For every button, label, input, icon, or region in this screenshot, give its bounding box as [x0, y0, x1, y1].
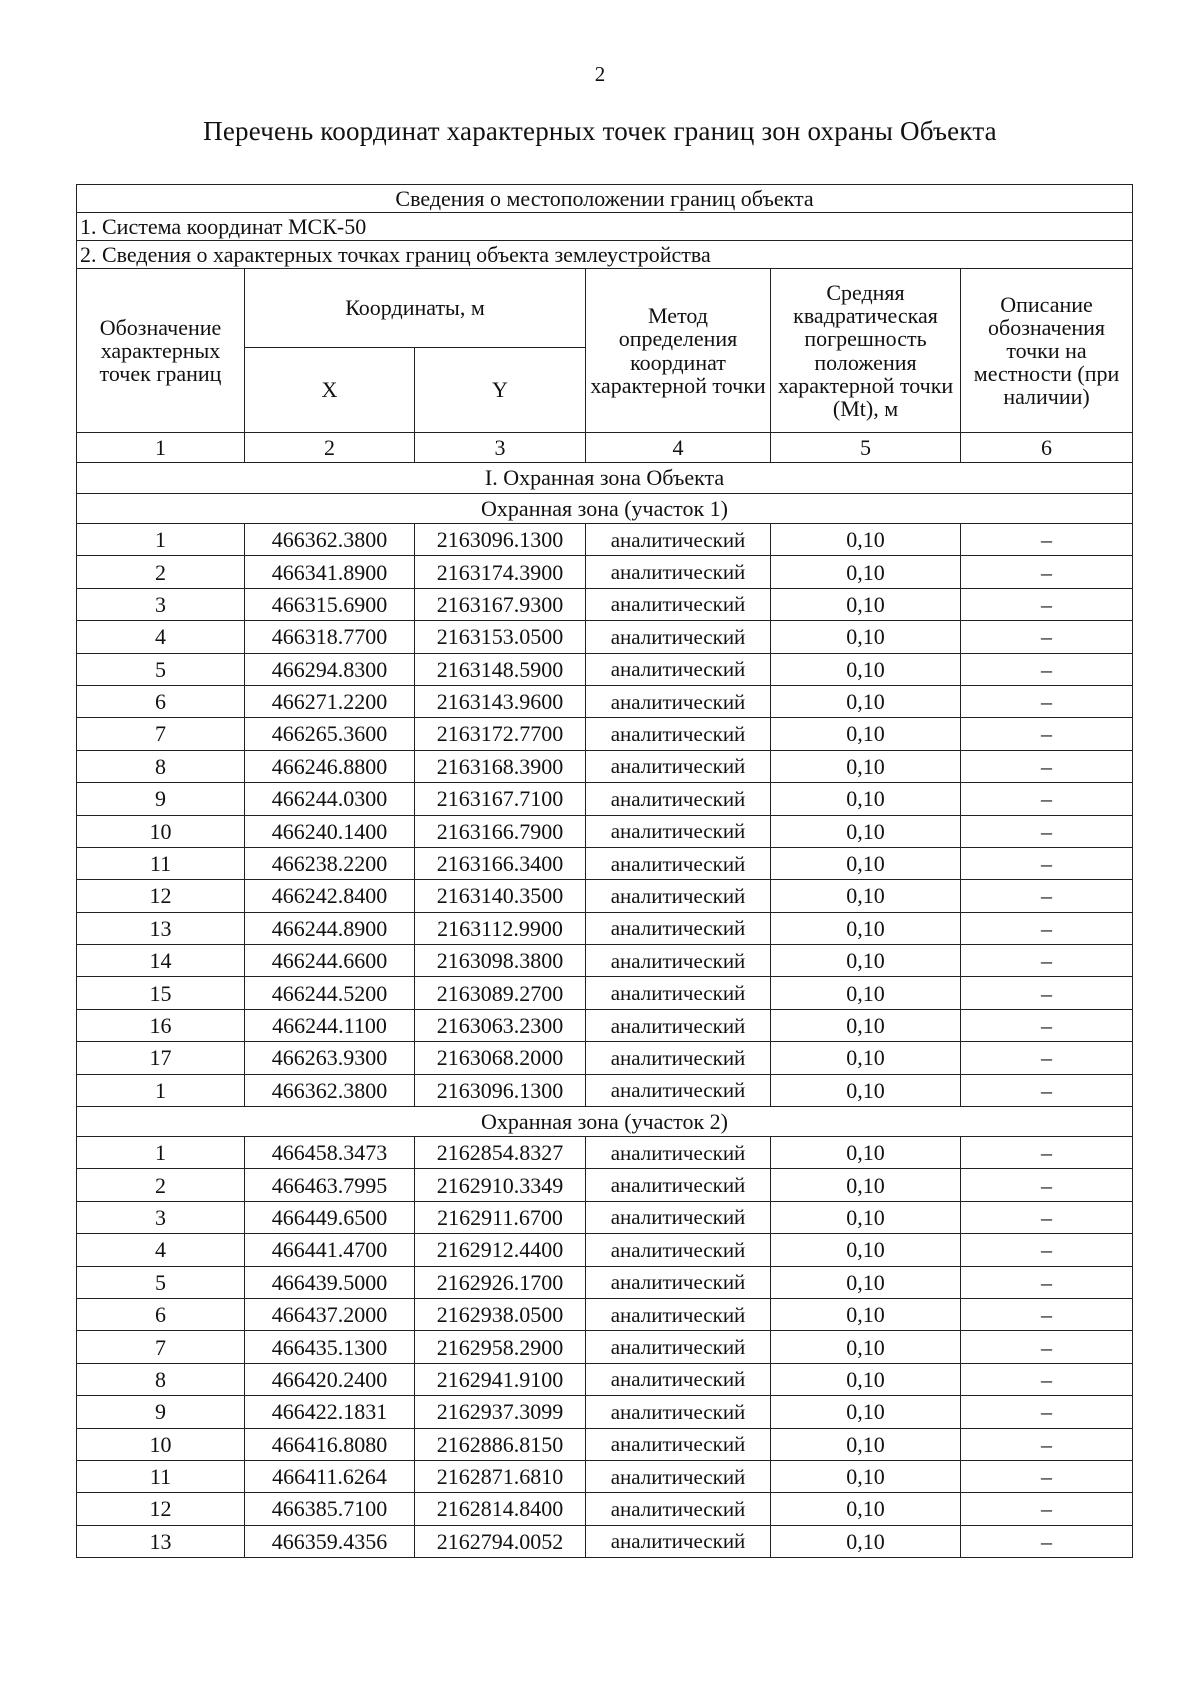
- table-row: [77, 880, 1133, 912]
- error-cell: 0,10: [771, 621, 961, 653]
- column-number: 6: [961, 433, 1133, 463]
- point-number-cell: 9: [77, 1396, 245, 1428]
- method-cell: аналитический: [586, 1363, 771, 1395]
- table-row: [77, 1266, 1133, 1298]
- description-cell: –: [961, 653, 1133, 685]
- point-number-cell: 14: [77, 945, 245, 977]
- description-cell: –: [961, 750, 1133, 782]
- method-cell: аналитический: [586, 653, 771, 685]
- x-cell: 466265.3600: [245, 718, 415, 750]
- point-number-cell: 8: [77, 1363, 245, 1395]
- error-cell: 0,10: [771, 1042, 961, 1074]
- description-cell: –: [961, 1428, 1133, 1460]
- description-cell: –: [961, 1525, 1133, 1557]
- point-number-cell: 8: [77, 750, 245, 782]
- x-cell: 466362.3800: [245, 1074, 415, 1106]
- point-number-cell: 4: [77, 621, 245, 653]
- header-error: Средняя квадратическая погрешность положения характерной точки (Mt), м: [771, 269, 961, 433]
- column-number: 3: [415, 433, 586, 463]
- table-row: [77, 1074, 1133, 1106]
- document-title: Перечень координат характерных точек границ зон охраны Объекта: [203, 116, 997, 146]
- y-cell: 2162926.1700: [415, 1266, 586, 1298]
- column-number: 5: [771, 433, 961, 463]
- y-cell: 2162814.8400: [415, 1493, 586, 1525]
- x-cell: 466441.4700: [245, 1234, 415, 1266]
- error-cell: 0,10: [771, 750, 961, 782]
- point-number-cell: 13: [77, 1525, 245, 1557]
- table-row: [77, 750, 1133, 782]
- error-cell: 0,10: [771, 1137, 961, 1169]
- method-cell: аналитический: [586, 1428, 771, 1460]
- error-cell: 0,10: [771, 1298, 961, 1330]
- table-row: [77, 1460, 1133, 1492]
- point-number-cell: 2: [77, 556, 245, 588]
- description-cell: –: [961, 1137, 1133, 1169]
- x-cell: 466458.3473: [245, 1137, 415, 1169]
- method-cell: аналитический: [586, 1396, 771, 1428]
- y-cell: 2163098.3800: [415, 945, 586, 977]
- method-cell: аналитический: [586, 1074, 771, 1106]
- y-cell: 2162958.2900: [415, 1331, 586, 1363]
- point-number-cell: 12: [77, 880, 245, 912]
- point-number-cell: 9: [77, 783, 245, 815]
- error-cell: 0,10: [771, 945, 961, 977]
- error-cell: 0,10: [771, 1428, 961, 1460]
- point-number-cell: 3: [77, 1201, 245, 1233]
- description-cell: –: [961, 1331, 1133, 1363]
- method-cell: аналитический: [586, 1137, 771, 1169]
- y-cell: 2163068.2000: [415, 1042, 586, 1074]
- y-cell: 2162912.4400: [415, 1234, 586, 1266]
- table-row: [77, 1493, 1133, 1525]
- coordinate-system: 1. Система координат МСК-50: [77, 213, 1133, 241]
- description-cell: –: [961, 1234, 1133, 1266]
- table-row: [77, 653, 1133, 685]
- x-cell: 466238.2200: [245, 847, 415, 879]
- error-cell: 0,10: [771, 1460, 961, 1492]
- method-cell: аналитический: [586, 977, 771, 1009]
- table-row: [77, 556, 1133, 588]
- error-cell: 0,10: [771, 1266, 961, 1298]
- y-cell: 2162886.8150: [415, 1428, 586, 1460]
- description-cell: –: [961, 1201, 1133, 1233]
- method-cell: аналитический: [586, 556, 771, 588]
- y-cell: 2162910.3349: [415, 1169, 586, 1201]
- x-cell: 466362.3800: [245, 524, 415, 556]
- column-number: 4: [586, 433, 771, 463]
- error-cell: 0,10: [771, 783, 961, 815]
- point-number-cell: 1: [77, 524, 245, 556]
- method-cell: аналитический: [586, 912, 771, 944]
- description-cell: –: [961, 977, 1133, 1009]
- description-cell: –: [961, 880, 1133, 912]
- table-row: [77, 1428, 1133, 1460]
- method-cell: аналитический: [586, 1493, 771, 1525]
- method-cell: аналитический: [586, 621, 771, 653]
- y-cell: 2162911.6700: [415, 1201, 586, 1233]
- point-number-cell: 13: [77, 912, 245, 944]
- x-cell: 466244.6600: [245, 945, 415, 977]
- method-cell: аналитический: [586, 1331, 771, 1363]
- error-cell: 0,10: [771, 815, 961, 847]
- error-cell: 0,10: [771, 1009, 961, 1041]
- coordinates-table: [76, 184, 1133, 1558]
- point-number-cell: 11: [77, 1460, 245, 1492]
- method-cell: аналитический: [586, 815, 771, 847]
- y-cell: 2163148.5900: [415, 653, 586, 685]
- table-row: [77, 783, 1133, 815]
- x-cell: 466463.7995: [245, 1169, 415, 1201]
- x-cell: 466244.5200: [245, 977, 415, 1009]
- method-cell: аналитический: [586, 1009, 771, 1041]
- description-cell: –: [961, 1009, 1133, 1041]
- table-row: [77, 1298, 1133, 1330]
- error-cell: 0,10: [771, 1074, 961, 1106]
- x-cell: 466315.6900: [245, 588, 415, 620]
- y-cell: 2162941.9100: [415, 1363, 586, 1395]
- method-cell: аналитический: [586, 685, 771, 717]
- table-row: [77, 685, 1133, 717]
- y-cell: 2163089.2700: [415, 977, 586, 1009]
- description-cell: –: [961, 1460, 1133, 1492]
- error-cell: 0,10: [771, 1396, 961, 1428]
- error-cell: 0,10: [771, 1493, 961, 1525]
- method-cell: аналитический: [586, 1298, 771, 1330]
- zone-title: I. Охранная зона Объекта: [77, 463, 1133, 494]
- point-number-cell: 11: [77, 847, 245, 879]
- point-number-cell: 5: [77, 653, 245, 685]
- error-cell: 0,10: [771, 685, 961, 717]
- error-cell: 0,10: [771, 1363, 961, 1395]
- y-cell: 2162854.8327: [415, 1137, 586, 1169]
- x-cell: 466246.8800: [245, 750, 415, 782]
- column-numbers-row: [77, 433, 1133, 463]
- x-cell: 466318.7700: [245, 621, 415, 653]
- method-cell: аналитический: [586, 750, 771, 782]
- point-number-cell: 1: [77, 1074, 245, 1106]
- y-cell: 2163172.7700: [415, 718, 586, 750]
- y-cell: 2163143.9600: [415, 685, 586, 717]
- header-coordinates: Координаты, м: [245, 269, 586, 348]
- y-cell: 2163140.3500: [415, 880, 586, 912]
- y-cell: 2162937.3099: [415, 1396, 586, 1428]
- description-cell: –: [961, 945, 1133, 977]
- point-number-cell: 12: [77, 1493, 245, 1525]
- error-cell: 0,10: [771, 1169, 961, 1201]
- point-number-cell: 10: [77, 1428, 245, 1460]
- x-cell: 466341.8900: [245, 556, 415, 588]
- method-cell: аналитический: [586, 588, 771, 620]
- table-row: [77, 588, 1133, 620]
- x-cell: 466437.2000: [245, 1298, 415, 1330]
- table-row: [77, 977, 1133, 1009]
- points-info: 2. Сведения о характерных точках границ объекта землеустройства: [77, 241, 1133, 269]
- point-number-cell: 2: [77, 1169, 245, 1201]
- error-cell: 0,10: [771, 880, 961, 912]
- description-cell: –: [961, 912, 1133, 944]
- method-cell: аналитический: [586, 847, 771, 879]
- x-cell: 466359.4356: [245, 1525, 415, 1557]
- description-cell: –: [961, 1042, 1133, 1074]
- x-cell: 466422.1831: [245, 1396, 415, 1428]
- y-cell: 2162871.6810: [415, 1460, 586, 1492]
- point-number-cell: 4: [77, 1234, 245, 1266]
- point-number-cell: 1: [77, 1137, 245, 1169]
- x-cell: 466244.0300: [245, 783, 415, 815]
- table-row: [77, 718, 1133, 750]
- error-cell: 0,10: [771, 1331, 961, 1363]
- error-cell: 0,10: [771, 653, 961, 685]
- point-number-cell: 6: [77, 1298, 245, 1330]
- description-cell: –: [961, 1493, 1133, 1525]
- method-cell: аналитический: [586, 1460, 771, 1492]
- table-row: [77, 1234, 1133, 1266]
- y-cell: 2163166.7900: [415, 815, 586, 847]
- method-cell: аналитический: [586, 1042, 771, 1074]
- x-cell: 466271.2200: [245, 685, 415, 717]
- description-cell: –: [961, 1298, 1133, 1330]
- description-cell: –: [961, 621, 1133, 653]
- description-cell: –: [961, 1074, 1133, 1106]
- error-cell: 0,10: [771, 1525, 961, 1557]
- point-number-cell: 15: [77, 977, 245, 1009]
- description-cell: –: [961, 685, 1133, 717]
- description-cell: –: [961, 718, 1133, 750]
- header-x: X: [245, 348, 415, 433]
- table-row: [77, 945, 1133, 977]
- error-cell: 0,10: [771, 1201, 961, 1233]
- error-cell: 0,10: [771, 1234, 961, 1266]
- description-cell: –: [961, 815, 1133, 847]
- table-row: [77, 1169, 1133, 1201]
- error-cell: 0,10: [771, 912, 961, 944]
- description-cell: –: [961, 1363, 1133, 1395]
- point-number-cell: 7: [77, 718, 245, 750]
- method-cell: аналитический: [586, 880, 771, 912]
- header-description: Описание обозначения точки на местности (при наличии): [961, 269, 1133, 433]
- table-row: [77, 847, 1133, 879]
- point-number-cell: 7: [77, 1331, 245, 1363]
- table-row: [77, 912, 1133, 944]
- table-row: [77, 1396, 1133, 1428]
- table-row: [77, 1525, 1133, 1557]
- point-number-cell: 16: [77, 1009, 245, 1041]
- x-cell: 466416.8080: [245, 1428, 415, 1460]
- section-title: Охранная зона (участок 2): [77, 1107, 1133, 1137]
- description-cell: –: [961, 524, 1133, 556]
- header-method: Метод определения координат характерной точки: [586, 269, 771, 433]
- point-number-cell: 3: [77, 588, 245, 620]
- table-row: [77, 1363, 1133, 1395]
- table-row: [77, 1009, 1133, 1041]
- x-cell: 466240.1400: [245, 815, 415, 847]
- method-cell: аналитический: [586, 1525, 771, 1557]
- y-cell: 2163153.0500: [415, 621, 586, 653]
- x-cell: 466435.1300: [245, 1331, 415, 1363]
- description-cell: –: [961, 1169, 1133, 1201]
- method-cell: аналитический: [586, 945, 771, 977]
- column-number: 2: [245, 433, 415, 463]
- table-caption: Сведения о местоположении границ объекта: [77, 185, 1133, 213]
- y-cell: 2163166.3400: [415, 847, 586, 879]
- error-cell: 0,10: [771, 847, 961, 879]
- x-cell: 466244.8900: [245, 912, 415, 944]
- y-cell: 2163168.3900: [415, 750, 586, 782]
- x-cell: 466294.8300: [245, 653, 415, 685]
- x-cell: 466449.6500: [245, 1201, 415, 1233]
- error-cell: 0,10: [771, 556, 961, 588]
- point-number-cell: 5: [77, 1266, 245, 1298]
- y-cell: 2163167.7100: [415, 783, 586, 815]
- x-cell: 466244.1100: [245, 1009, 415, 1041]
- y-cell: 2163112.9900: [415, 912, 586, 944]
- x-cell: 466411.6264: [245, 1460, 415, 1492]
- method-cell: аналитический: [586, 1201, 771, 1233]
- method-cell: аналитический: [586, 1234, 771, 1266]
- column-number: 1: [77, 433, 245, 463]
- x-cell: 466263.9300: [245, 1042, 415, 1074]
- y-cell: 2163096.1300: [415, 524, 586, 556]
- page-number: 2: [594, 62, 606, 86]
- x-cell: 466242.8400: [245, 880, 415, 912]
- y-cell: 2163174.3900: [415, 556, 586, 588]
- description-cell: –: [961, 847, 1133, 879]
- x-cell: 466439.5000: [245, 1266, 415, 1298]
- table-row: [77, 815, 1133, 847]
- table-row: [77, 621, 1133, 653]
- y-cell: 2163063.2300: [415, 1009, 586, 1041]
- table-row: [77, 1331, 1133, 1363]
- x-cell: 466385.7100: [245, 1493, 415, 1525]
- x-cell: 466420.2400: [245, 1363, 415, 1395]
- error-cell: 0,10: [771, 718, 961, 750]
- method-cell: аналитический: [586, 524, 771, 556]
- description-cell: –: [961, 556, 1133, 588]
- description-cell: –: [961, 588, 1133, 620]
- y-cell: 2163096.1300: [415, 1074, 586, 1106]
- method-cell: аналитический: [586, 783, 771, 815]
- description-cell: –: [961, 1396, 1133, 1428]
- error-cell: 0,10: [771, 588, 961, 620]
- header-y: Y: [415, 348, 586, 433]
- error-cell: 0,10: [771, 524, 961, 556]
- y-cell: 2162794.0052: [415, 1525, 586, 1557]
- method-cell: аналитический: [586, 1266, 771, 1298]
- table-row: [77, 1137, 1133, 1169]
- point-number-cell: 10: [77, 815, 245, 847]
- table-row: [77, 1042, 1133, 1074]
- point-number-cell: 6: [77, 685, 245, 717]
- point-number-cell: 17: [77, 1042, 245, 1074]
- description-cell: –: [961, 1266, 1133, 1298]
- method-cell: аналитический: [586, 1169, 771, 1201]
- method-cell: аналитический: [586, 718, 771, 750]
- header-point: Обозначение характерных точек границ: [77, 269, 245, 433]
- y-cell: 2162938.0500: [415, 1298, 586, 1330]
- table-row: [77, 1201, 1133, 1233]
- y-cell: 2163167.9300: [415, 588, 586, 620]
- section-title: Охранная зона (участок 1): [77, 494, 1133, 524]
- description-cell: –: [961, 783, 1133, 815]
- error-cell: 0,10: [771, 977, 961, 1009]
- table-row: [77, 524, 1133, 556]
